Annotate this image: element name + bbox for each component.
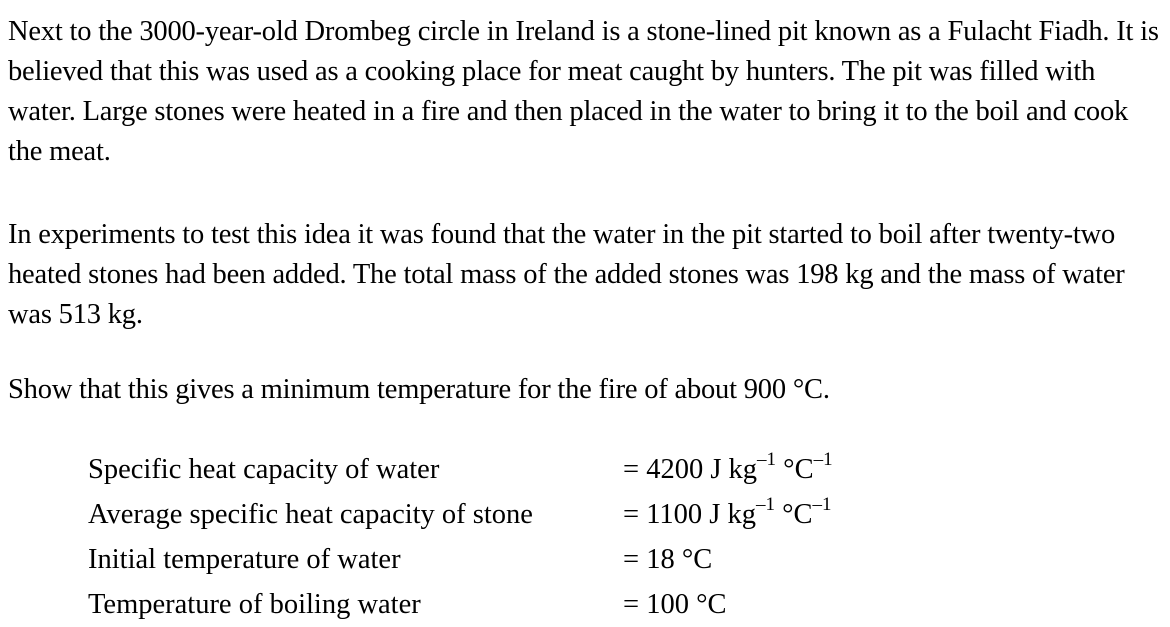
data-row [88,537,988,582]
data-value: = 1100 J $kg^{-1}$ $^\circ C^{-1}$ [623,493,832,530]
paragraph-experiment: In experiments to test this idea it was found that the water in the pit started to boil after twenty-two heated stones had been added. The total mass of the added stones was 198 kg and the mass of water was 513 kg. [8,219,1125,330]
data-label: Temperature of boiling water [88,589,421,620]
data-label: Specific heat capacity of water [88,454,440,485]
data-list [88,447,988,627]
data-label: Initial temperature of water [88,544,401,575]
data-value: = 18 °C [623,544,713,575]
data-value: = 100 °C [623,589,727,620]
data-value: = 4200 J $kg^{-1}$ $^\circ C^{-1}$ [623,448,833,485]
data-row [88,447,988,492]
paragraph-question: Show that this gives a minimum temperature for the fire of about 900 °C. [8,374,830,405]
data-row [88,492,988,537]
data-label: Average specific heat capacity of stone [88,499,533,530]
data-row [88,582,988,627]
paragraph-intro: Next to the 3000-year-old Drombeg circle in Ireland is a stone-lined pit known as a Fulacht Fiadh. It is believed that this was used as a cooking place for meat caught by hunters. The pit was filled with water. Large stones were heated in a fire and then placed in the water to bring it to the boil and cook the meat. [8,16,1159,167]
